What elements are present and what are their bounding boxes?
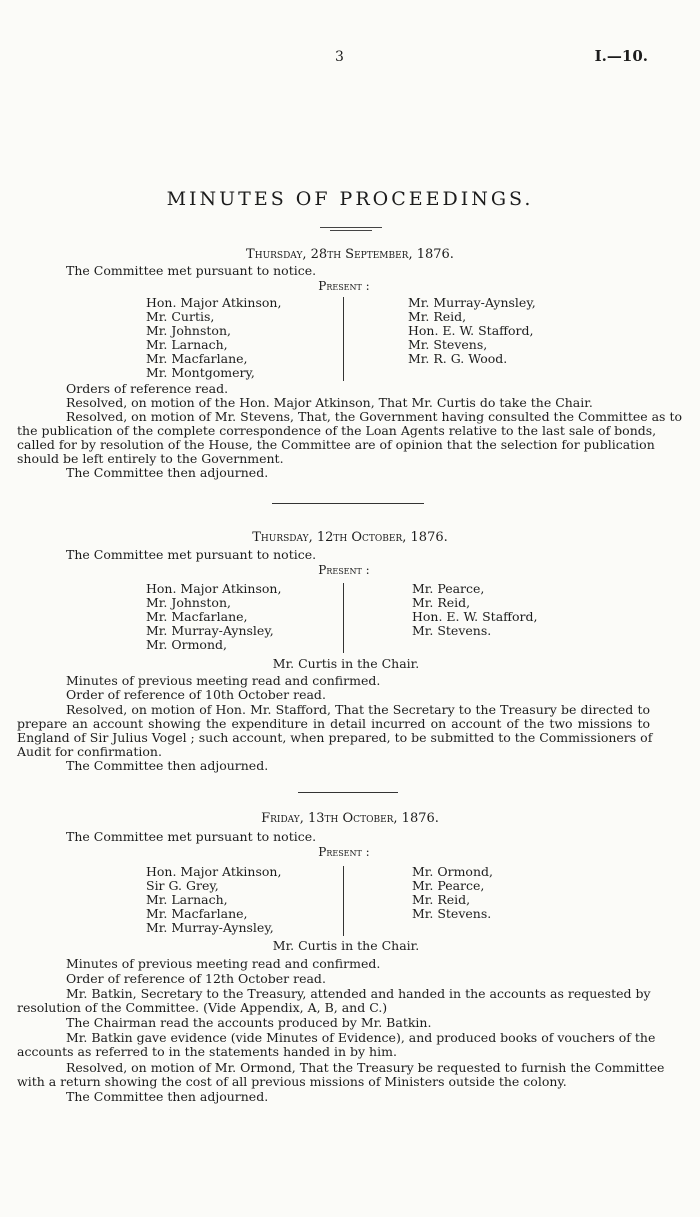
present-label: Present : xyxy=(318,845,370,859)
paragraph-line: Audit for confirmation. xyxy=(17,744,162,759)
resolution-paragraph xyxy=(17,1060,665,1089)
paragraph-line: accounts as referred to in the statements handed in by him. xyxy=(17,1044,397,1059)
member-name: Mr. Stevens. xyxy=(412,623,492,638)
paragraph-line: Resolved, on motion of Mr. Ormond, That the Treasury be requested to furnish the Committee xyxy=(66,1060,665,1075)
present-left-column xyxy=(146,582,281,652)
member-name: Mr. Curtis, xyxy=(146,309,215,324)
present-label: Present : xyxy=(318,563,370,577)
member-name: Mr. Pearce, xyxy=(412,581,485,596)
member-name: Mr. Pearce, xyxy=(412,878,485,893)
member-name: Mr. Stevens, xyxy=(408,337,488,352)
member-name: Mr. Larnach, xyxy=(146,337,228,352)
member-name: Mr. Reid, xyxy=(412,595,471,610)
meeting-intro: The Committee met pursuant to notice. xyxy=(66,829,317,844)
resolution-paragraph xyxy=(17,702,653,759)
title-rule xyxy=(330,230,372,231)
member-name: Hon. E. W. Stafford, xyxy=(408,323,534,338)
meeting-intro: The Committee met pursuant to notice. xyxy=(66,263,317,278)
paragraph-line: called for by resolution of the House, the Committee are of opinion that the selection for publication xyxy=(17,437,655,452)
minute-item: Orders of reference read. xyxy=(66,381,229,396)
member-name: Mr. Montgomery, xyxy=(146,365,255,380)
chair-statement: Mr. Curtis in the Chair. xyxy=(272,656,420,671)
section-divider xyxy=(298,792,398,793)
page-title: MINUTES OF PROCEEDINGS. xyxy=(166,188,534,210)
title-rule xyxy=(320,227,382,228)
chair-statement: Mr. Curtis in the Chair. xyxy=(272,938,420,953)
member-name: Mr. Ormond, xyxy=(412,864,493,879)
member-name: Mr. Johnston, xyxy=(146,323,231,338)
member-name: Mr. Macfarlane, xyxy=(146,906,248,921)
column-divider xyxy=(343,297,344,381)
present-left-column xyxy=(146,865,281,935)
member-name: Hon. Major Atkinson, xyxy=(146,581,282,596)
paragraph-line: prepare an account showing the expenditure in detail incurred on account of the two missions to xyxy=(17,716,650,731)
minute-item: Minutes of previous meeting read and confirmed. xyxy=(66,956,381,971)
member-name: Mr. Ormond, xyxy=(146,637,227,652)
minute-item: Minutes of previous meeting read and confirmed. xyxy=(66,673,381,688)
paragraph-line: should be left entirely to the Government. xyxy=(17,451,284,466)
member-name: Sir G. Grey, xyxy=(146,878,219,893)
minute-item: Resolved, on motion of the Hon. Major Atkinson, That Mr. Curtis do take the Chair. xyxy=(66,395,593,410)
member-name: Mr. Murray-Aynsley, xyxy=(408,295,536,310)
present-right-column xyxy=(408,296,536,366)
member-name: Mr. Stevens. xyxy=(412,906,492,921)
member-name: Hon. Major Atkinson, xyxy=(146,295,282,310)
paragraph-line: with a return showing the cost of all previous missions of Ministers outside the colony. xyxy=(17,1074,567,1089)
minute-item: The Chairman read the accounts produced by Mr. Batkin. xyxy=(66,1015,432,1030)
member-name: Mr. Murray-Aynsley, xyxy=(146,623,274,638)
paragraph-line: England of Sir Julius Vogel ; such account, when prepared, to be submitted to the Commissioners of xyxy=(17,730,653,745)
meeting-date: Thursday, 28th September, 1876. xyxy=(246,247,454,262)
member-name: Mr. Murray-Aynsley, xyxy=(146,920,274,935)
member-name: Mr. Macfarlane, xyxy=(146,351,248,366)
paragraph-line: Mr. Batkin gave evidence (vide Minutes of Evidence), and produced books of vouchers of the xyxy=(66,1030,656,1045)
member-name: Hon. E. W. Stafford, xyxy=(412,609,538,624)
present-left-column xyxy=(146,296,281,380)
paragraph-line: Resolved, on motion of Hon. Mr. Stafford, That the Secretary to the Treasury be directed to xyxy=(66,702,650,717)
member-name: Mr. Johnston, xyxy=(146,595,231,610)
section-divider xyxy=(272,503,424,504)
meeting-closing: The Committee then adjourned. xyxy=(66,758,269,773)
member-name: Mr. Reid, xyxy=(412,892,471,907)
present-right-column xyxy=(412,582,538,638)
meeting-closing: The Committee then adjourned. xyxy=(66,1089,269,1104)
minute-item: Order of reference of 10th October read. xyxy=(66,687,326,702)
paragraph-line: Mr. Batkin, Secretary to the Treasury, attended and handed in the accounts as requested by xyxy=(66,986,651,1001)
meeting-date: Thursday, 12th October, 1876. xyxy=(252,530,448,545)
document-reference: I.—10. xyxy=(594,47,648,65)
meeting-closing: The Committee then adjourned. xyxy=(66,465,269,480)
present-label: Present : xyxy=(318,279,370,293)
paragraph-line: the publication of the complete correspondence of the Loan Agents relative to the last sale of bonds, xyxy=(17,423,657,438)
column-divider xyxy=(343,583,344,653)
evidence-paragraph xyxy=(17,1030,656,1059)
meeting-intro: The Committee met pursuant to notice. xyxy=(66,547,317,562)
member-name: Mr. Reid, xyxy=(408,309,467,324)
paragraph-line: Resolved, on motion of Mr. Stevens, That, the Government having consulted the Committee as to xyxy=(66,409,682,424)
paragraph-line: resolution of the Committee. (Vide Appendix, A, B, and C.) xyxy=(17,1000,388,1015)
member-name: Mr. Macfarlane, xyxy=(146,609,248,624)
evidence-paragraph xyxy=(17,987,650,1015)
meeting-date: Friday, 13th October, 1876. xyxy=(261,811,439,826)
page-number: 3 xyxy=(335,49,344,65)
present-right-column xyxy=(412,865,493,921)
member-name: Mr. R. G. Wood. xyxy=(408,351,508,366)
column-divider xyxy=(343,866,344,936)
minute-item: Order of reference of 12th October read. xyxy=(66,971,326,986)
resolution-paragraph xyxy=(17,409,682,466)
member-name: Hon. Major Atkinson, xyxy=(146,864,282,879)
member-name: Mr. Larnach, xyxy=(146,892,228,907)
